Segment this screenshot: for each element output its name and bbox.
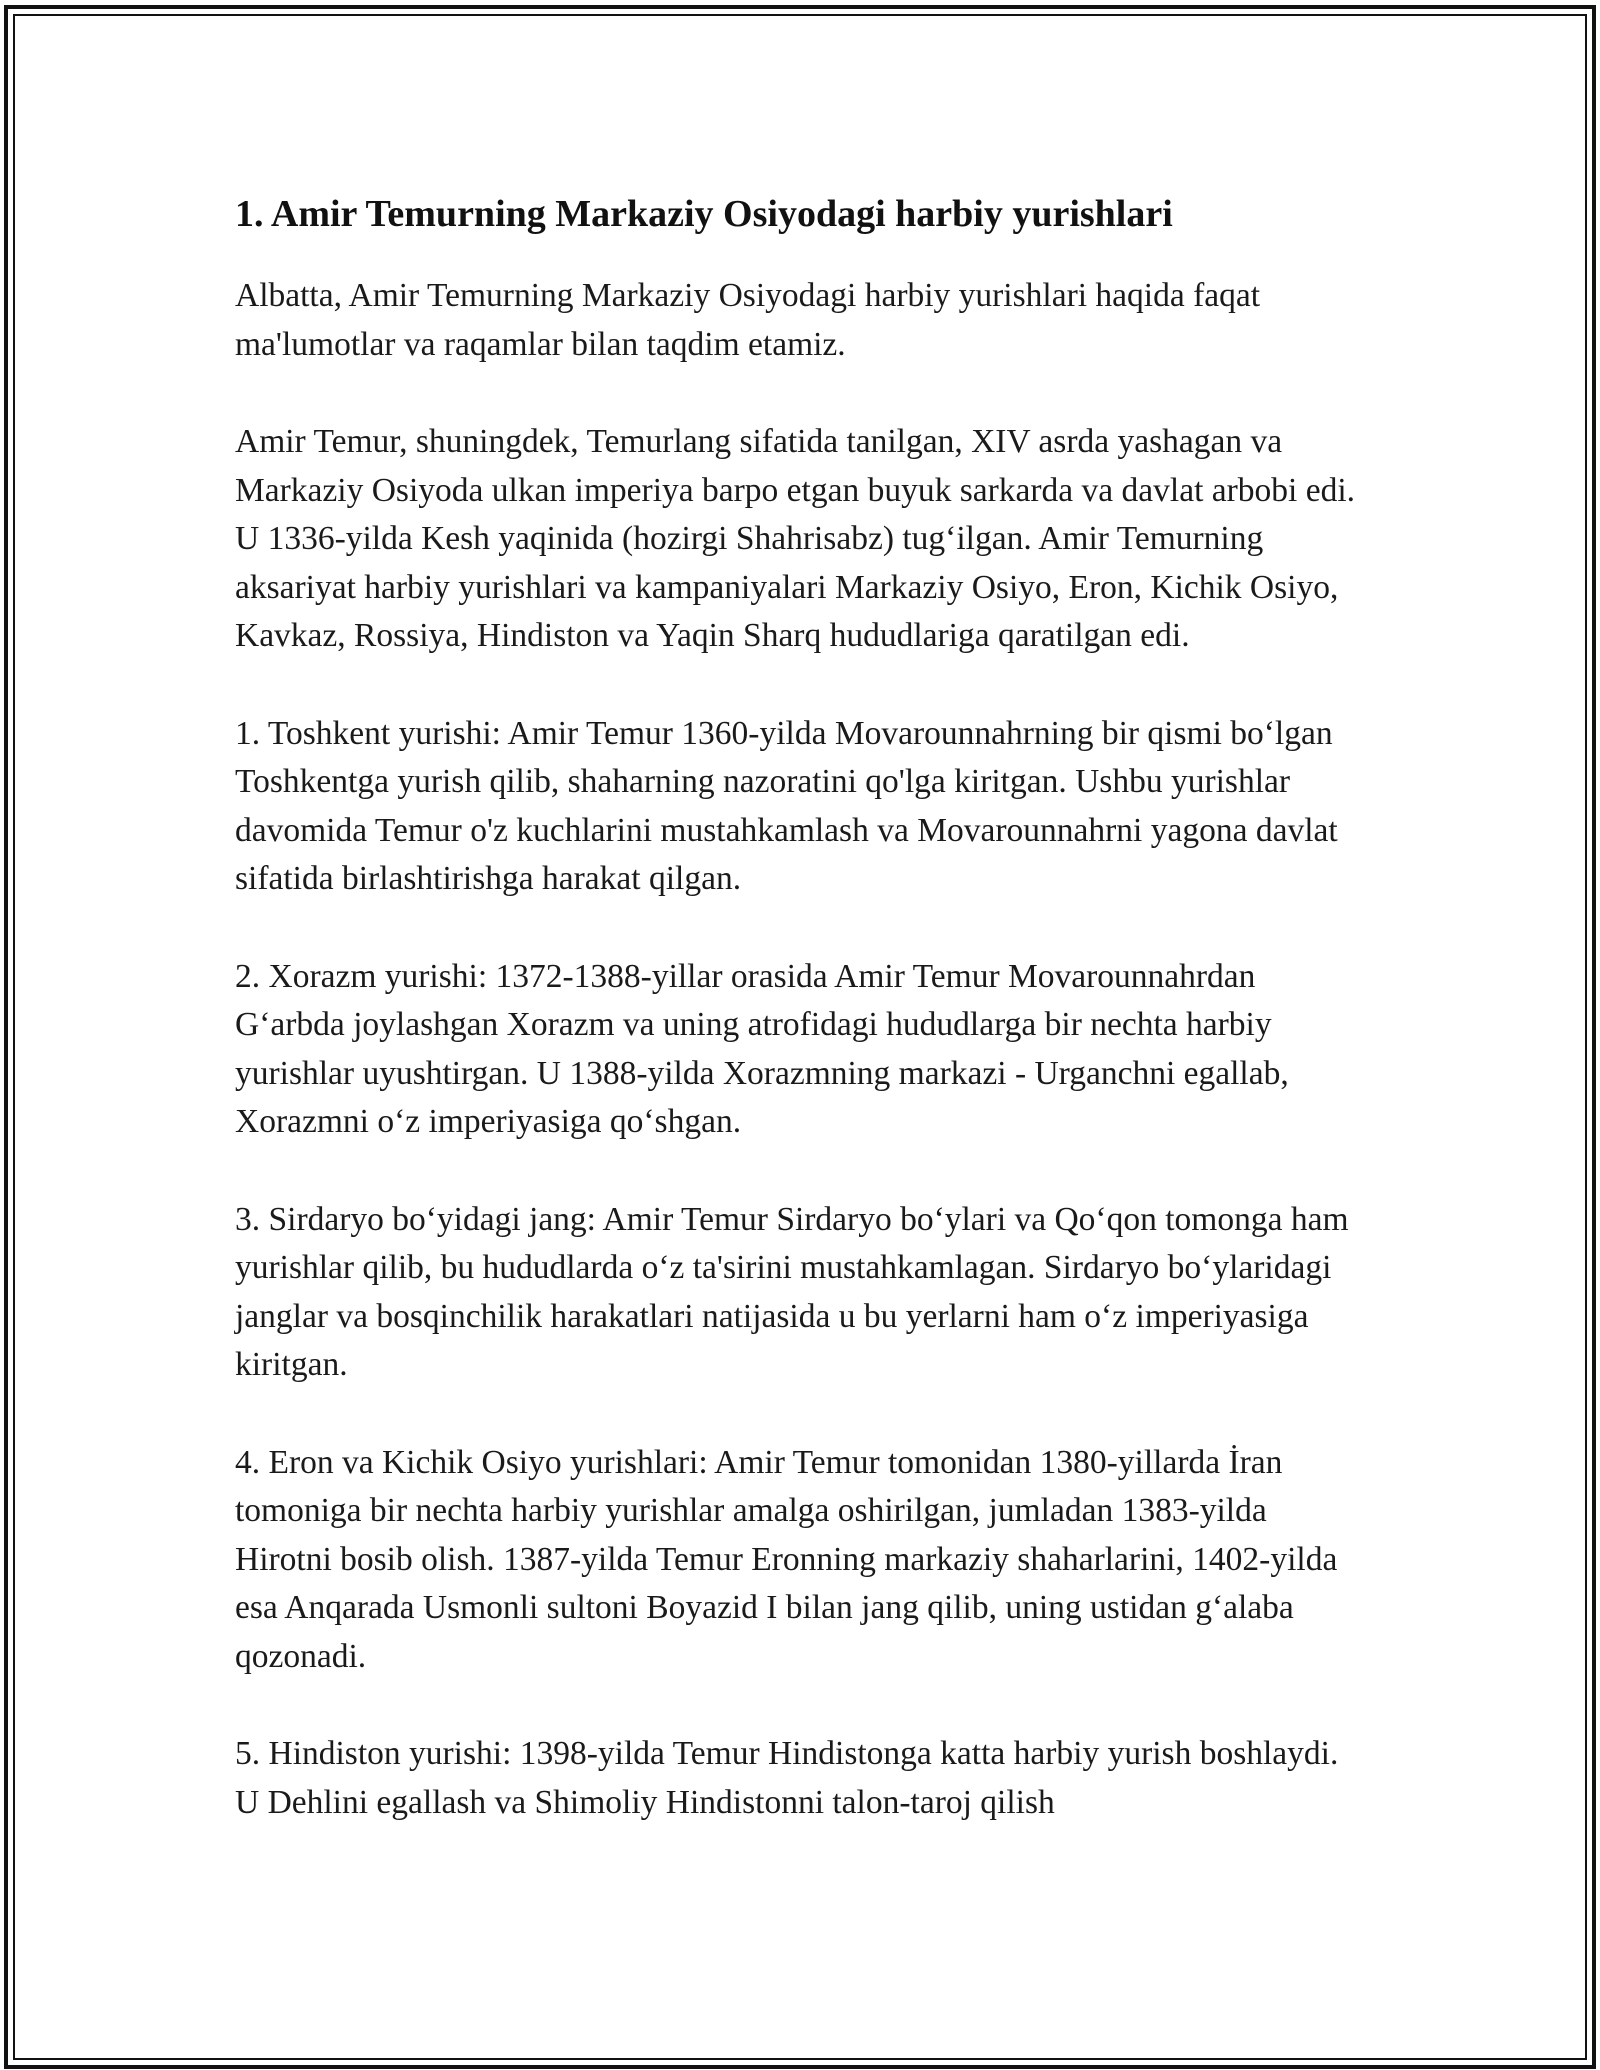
hindiston-campaign-paragraph: 5. Hindiston yurishi: 1398-yilda Temur Hindistonga katta harbiy yurish boshlaydi. U Dehlini egallash va Shimoliy Hindistonni talon-taroj qilish xyxy=(235,1735,1339,1821)
toshkent-campaign-paragraph: 1. Toshkent yurishi: Amir Temur 1360-yilda Movarounnahrning bir qismi bo‘lgan Toshkentga yurish qilib, shaharning nazoratini qo'lga kiritgan. Ushbu yurishlar davomida Temur o'z kuchlarini mustahkamlash va Movarounnahrni yagona davlat sifatida birlashtirishga harakat qilgan. xyxy=(235,714,1338,897)
document-body xyxy=(235,186,1370,1876)
document-title: 1. Amir Temurning Markaziy Osiyodagi harbiy yurishlari xyxy=(235,193,1173,235)
xorazm-campaign-paragraph: 2. Xorazm yurishi: 1372-1388-yillar orasida Amir Temur Movarounnahrdan G‘arbda joylashgan Xorazm va uning atrofidagi hududlarga bir nechta harbiy yurishlar uyushtirgan. U 1388-yilda Xorazmning markazi - Urganchni egallab, Xorazmni o‘z imperiyasiga qo‘shgan. xyxy=(235,957,1289,1140)
biography-paragraph: Amir Temur, shuningdek, Temurlang sifatida tanilgan, XIV asrda yashagan va Markaziy Osiyoda ulkan imperiya barpo etgan buyuk sarkarda va davlat arbobi edi. U 1336-yilda Kesh yaqinida (hozirgi Shahrisabz) tug‘ilgan. Amir Temurning aksariyat harbiy yurishlari va kampaniyalari Markaziy Osiyo, Eron, Kichik Osiyo, Kavkaz, Rossiya, Hindiston va Yaqin Sharq hududlariga qaratilgan edi. xyxy=(235,423,1356,654)
intro-paragraph: Albatta, Amir Temurning Markaziy Osiyodagi harbiy yurishlari haqida faqat ma'lumotlar va raqamlar bilan taqdim etamiz. xyxy=(235,277,1261,363)
eron-campaign-paragraph: 4. Eron va Kichik Osiyo yurishlari: Amir Temur tomonidan 1380-yillarda İran tomoniga bir nechta harbiy yurishlar amalga oshirilgan, jumladan 1383-yilda Hirotni bosib olish. 1387-yilda Temur Eronning markaziy shaharlarini, 1402-yilda esa Anqarada Usmonli sultoni Boyazid I bilan jang qilib, uning ustidan g‘alaba qozonadi. xyxy=(235,1443,1338,1675)
sirdaryo-battle-paragraph: 3. Sirdaryo bo‘yidagi jang: Amir Temur Sirdaryo bo‘ylari va Qo‘qon tomonga ham yurishlar qilib, bu hududlarda o‘z ta'sirini mustahkamlagan. Sirdaryo bo‘ylaridagi janglar va bosqinchilik harakatlari natijasida u bu yerlarni ham o‘z imperiyasiga kiritgan. xyxy=(235,1200,1349,1383)
